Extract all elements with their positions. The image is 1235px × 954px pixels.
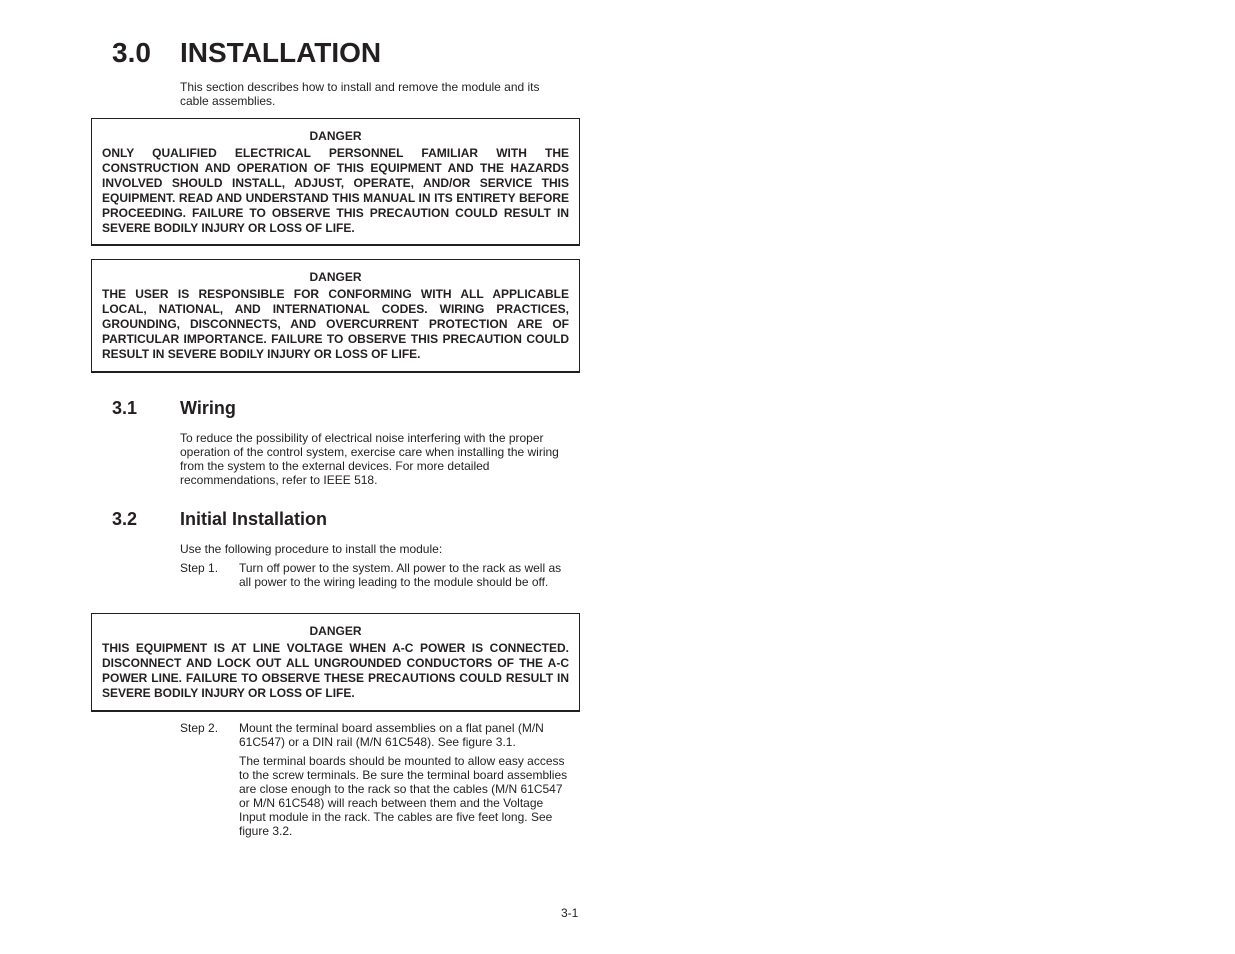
danger-text: THE USER IS RESPONSIBLE FOR CONFORMING WITH ALL APPLICABLE LOCAL, NATIONAL, AND INTERNATIONAL CODES. WIRING PRACTICES, GROUNDING, DISCONNECTS, AND OVERCURRENT PROTECTION ARE OF PARTICULAR IMPORTANCE. FAILURE TO OBSERVE THIS PRECAUTION COULD RESULT IN SEVERE BODILY INJURY OR LOSS OF LIFE. [102, 287, 569, 361]
section-title: INSTALLATION [180, 37, 382, 68]
section-number: 3.0 [112, 37, 151, 68]
danger-box-line-voltage [91, 613, 580, 712]
step-1-label: Step 1. [180, 561, 219, 575]
danger-text: ONLY QUALIFIED ELECTRICAL PERSONNEL FAMILIAR WITH THE CONSTRUCTION AND OPERATION OF THIS EQUIPMENT AND THE HAZARDS INVOLVED SHOULD INSTALL, ADJUST, OPERATE, AND/OR SERVICE THIS EQUIPMENT. READ AND UNDERSTAND THIS MANUAL IN ITS ENTIRETY BEFORE PROCEEDING. FAILURE TO OBSERVE THIS PRECAUTION COULD RESULT IN SEVERE BODILY INJURY OR LOSS OF LIFE. [102, 146, 569, 235]
wiring-section-title: Wiring [180, 398, 236, 418]
wiring-section-number: 3.1 [112, 398, 138, 418]
danger-box-qualified-personnel [91, 118, 580, 246]
page-number: 3-1 [561, 906, 579, 920]
section-intro: This section describes how to install and remove the module and its cable assemblies. [180, 80, 540, 108]
danger-box-codes-compliance [91, 259, 580, 373]
step-2-text: Mount the terminal board assemblies on a flat panel (M/N 61C547) or a DIN rail (M/N 61C548). See figure 3.1. [239, 721, 544, 749]
wiring-paragraph: To reduce the possibility of electrical noise interfering with the proper operation of the control system, exercise care when installing the wiring from the system to the external devices. For more detailed recommendations, refer to IEEE 518. [180, 431, 559, 487]
step-2-label: Step 2. [180, 721, 219, 735]
initial-installation-intro: Use the following procedure to install the module: [180, 542, 443, 556]
initial-installation-section-title: Initial Installation [180, 509, 328, 529]
step-1-text: Turn off power to the system. All power to the rack as well as all power to the wiring leading to the module should be off. [239, 561, 562, 589]
danger-title: DANGER [309, 624, 362, 638]
initial-installation-section-number: 3.2 [112, 509, 138, 529]
danger-title: DANGER [309, 129, 362, 143]
step-2-note: The terminal boards should be mounted to allow easy access to the screw terminals. Be sure the terminal board assemblies are close enough to the rack so that the cables (M/N 61C547 or M/N 61C548) will reach between them and the Voltage Input module in the rack. The cables are five feet long. See figure 3.2. [239, 754, 568, 838]
danger-text: THIS EQUIPMENT IS AT LINE VOLTAGE WHEN A-C POWER IS CONNECTED. DISCONNECT AND LOCK OUT ALL UNGROUNDED CONDUCTORS OF THE A-C POWER LINE. FAILURE TO OBSERVE THESE PRECAUTIONS COULD RESULT IN SEVERE BODILY INJURY OR LOSS OF LIFE. [102, 641, 569, 700]
danger-title: DANGER [309, 270, 362, 284]
